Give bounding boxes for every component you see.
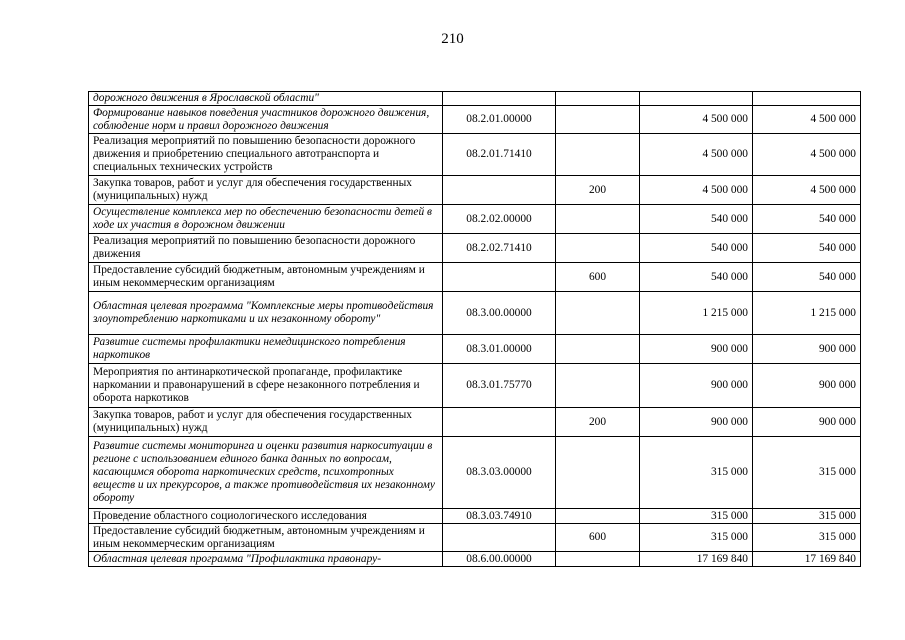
row-amount-1: 315 000 [640,437,753,509]
row-amount-2: 540 000 [753,263,861,292]
row-amount-2: 4 500 000 [753,134,861,176]
table-row [89,552,861,567]
row-expense-type [556,106,640,134]
row-amount-1: 900 000 [640,335,753,364]
row-expense-type [556,437,640,509]
table-row [89,92,861,106]
row-expense-type: 200 [556,408,640,437]
row-expense-type [556,92,640,106]
budget-table [88,91,861,567]
row-amount-2: 900 000 [753,335,861,364]
row-amount-1: 540 000 [640,263,753,292]
row-amount-2: 315 000 [753,509,861,524]
row-expense-type [556,335,640,364]
row-name: Предоставление субсидий бюджетным, автономным учреждениям и иным некоммерческим организациям [89,524,443,552]
row-amount-1: 17 169 840 [640,552,753,567]
row-code: 08.6.00.00000 [443,552,556,567]
row-name: Развитие системы профилактики немедицинского потребления наркотиков [89,335,443,364]
row-amount-2: 1 215 000 [753,292,861,335]
row-amount-1: 4 500 000 [640,134,753,176]
row-name: Реализация мероприятий по повышению безопасности дорожного движения и приобретению специального автотранспорта и специальных технических устройств [89,134,443,176]
row-expense-type [556,134,640,176]
row-name: Закупка товаров, работ и услуг для обеспечения государственных (муниципальных) нужд [89,176,443,205]
row-amount-2: 540 000 [753,234,861,263]
row-amount-1: 315 000 [640,524,753,552]
table-row [89,437,861,509]
row-code [443,524,556,552]
row-code: 08.3.03.00000 [443,437,556,509]
table-row [89,134,861,176]
row-amount-2: 17 169 840 [753,552,861,567]
row-name: Реализация мероприятий по повышению безопасности дорожного движения [89,234,443,263]
row-name: Областная целевая программа "Профилактика правонару- [89,552,443,567]
row-expense-type [556,205,640,234]
row-amount-2: 315 000 [753,524,861,552]
row-amount-2: 900 000 [753,364,861,408]
row-name: дорожного движения в Ярославской области" [89,92,443,106]
row-amount-2: 900 000 [753,408,861,437]
row-expense-type [556,364,640,408]
row-amount-1: 315 000 [640,509,753,524]
row-name: Мероприятия по антинаркотической пропаганде, профилактике наркомании и правонарушений в сфере незаконного потребления и оборота наркотиков [89,364,443,408]
table-row [89,106,861,134]
table-row [89,176,861,205]
row-expense-type [556,292,640,335]
row-expense-type [556,509,640,524]
table-row [89,524,861,552]
page-number: 210 [441,31,464,47]
row-amount-1 [640,92,753,106]
row-code: 08.2.01.00000 [443,106,556,134]
row-amount-2: 540 000 [753,205,861,234]
row-code: 08.2.02.00000 [443,205,556,234]
row-amount-1: 540 000 [640,234,753,263]
row-expense-type: 600 [556,263,640,292]
row-code: 08.3.00.00000 [443,292,556,335]
row-amount-1: 4 500 000 [640,106,753,134]
row-amount-1: 900 000 [640,408,753,437]
row-name: Закупка товаров, работ и услуг для обеспечения государственных (муниципальных) нужд [89,408,443,437]
row-code: 08.2.02.71410 [443,234,556,263]
table-row [89,205,861,234]
row-code [443,92,556,106]
row-amount-1: 4 500 000 [640,176,753,205]
table-row [89,292,861,335]
table-row [89,408,861,437]
row-name: Проведение областного социологического исследования [89,509,443,524]
table-row [89,364,861,408]
row-code [443,408,556,437]
row-code [443,176,556,205]
row-code: 08.2.01.71410 [443,134,556,176]
row-code: 08.3.01.00000 [443,335,556,364]
row-expense-type: 600 [556,524,640,552]
row-name: Областная целевая программа "Комплексные меры противодействия злоупотреблению наркотиками и их незаконному обороту" [89,292,443,335]
row-name: Развитие системы мониторинга и оценки развития наркоситуации в регионе с использованием единого банка данных по вопросам, касающимся оборота наркотических средств, психотропных веществ и их прекурсоров, а также противодействия их незаконному обороту [89,437,443,509]
row-name: Предоставление субсидий бюджетным, автономным учреждениям и иным некоммерческим организациям [89,263,443,292]
row-expense-type [556,234,640,263]
row-code [443,263,556,292]
table-row [89,335,861,364]
row-name: Осуществление комплекса мер по обеспечению безопасности детей в ходе их участия в дорожном движении [89,205,443,234]
row-amount-2: 315 000 [753,437,861,509]
row-name: Формирование навыков поведения участников дорожного движения, соблюдение норм и правил дорожного движения [89,106,443,134]
row-code: 08.3.03.74910 [443,509,556,524]
table-row [89,234,861,263]
row-amount-2: 4 500 000 [753,176,861,205]
row-amount-1: 1 215 000 [640,292,753,335]
table-row [89,263,861,292]
row-amount-1: 900 000 [640,364,753,408]
table-row [89,509,861,524]
row-code: 08.3.01.75770 [443,364,556,408]
row-amount-2: 4 500 000 [753,106,861,134]
row-amount-1: 540 000 [640,205,753,234]
row-expense-type: 200 [556,176,640,205]
row-amount-2 [753,92,861,106]
row-expense-type [556,552,640,567]
